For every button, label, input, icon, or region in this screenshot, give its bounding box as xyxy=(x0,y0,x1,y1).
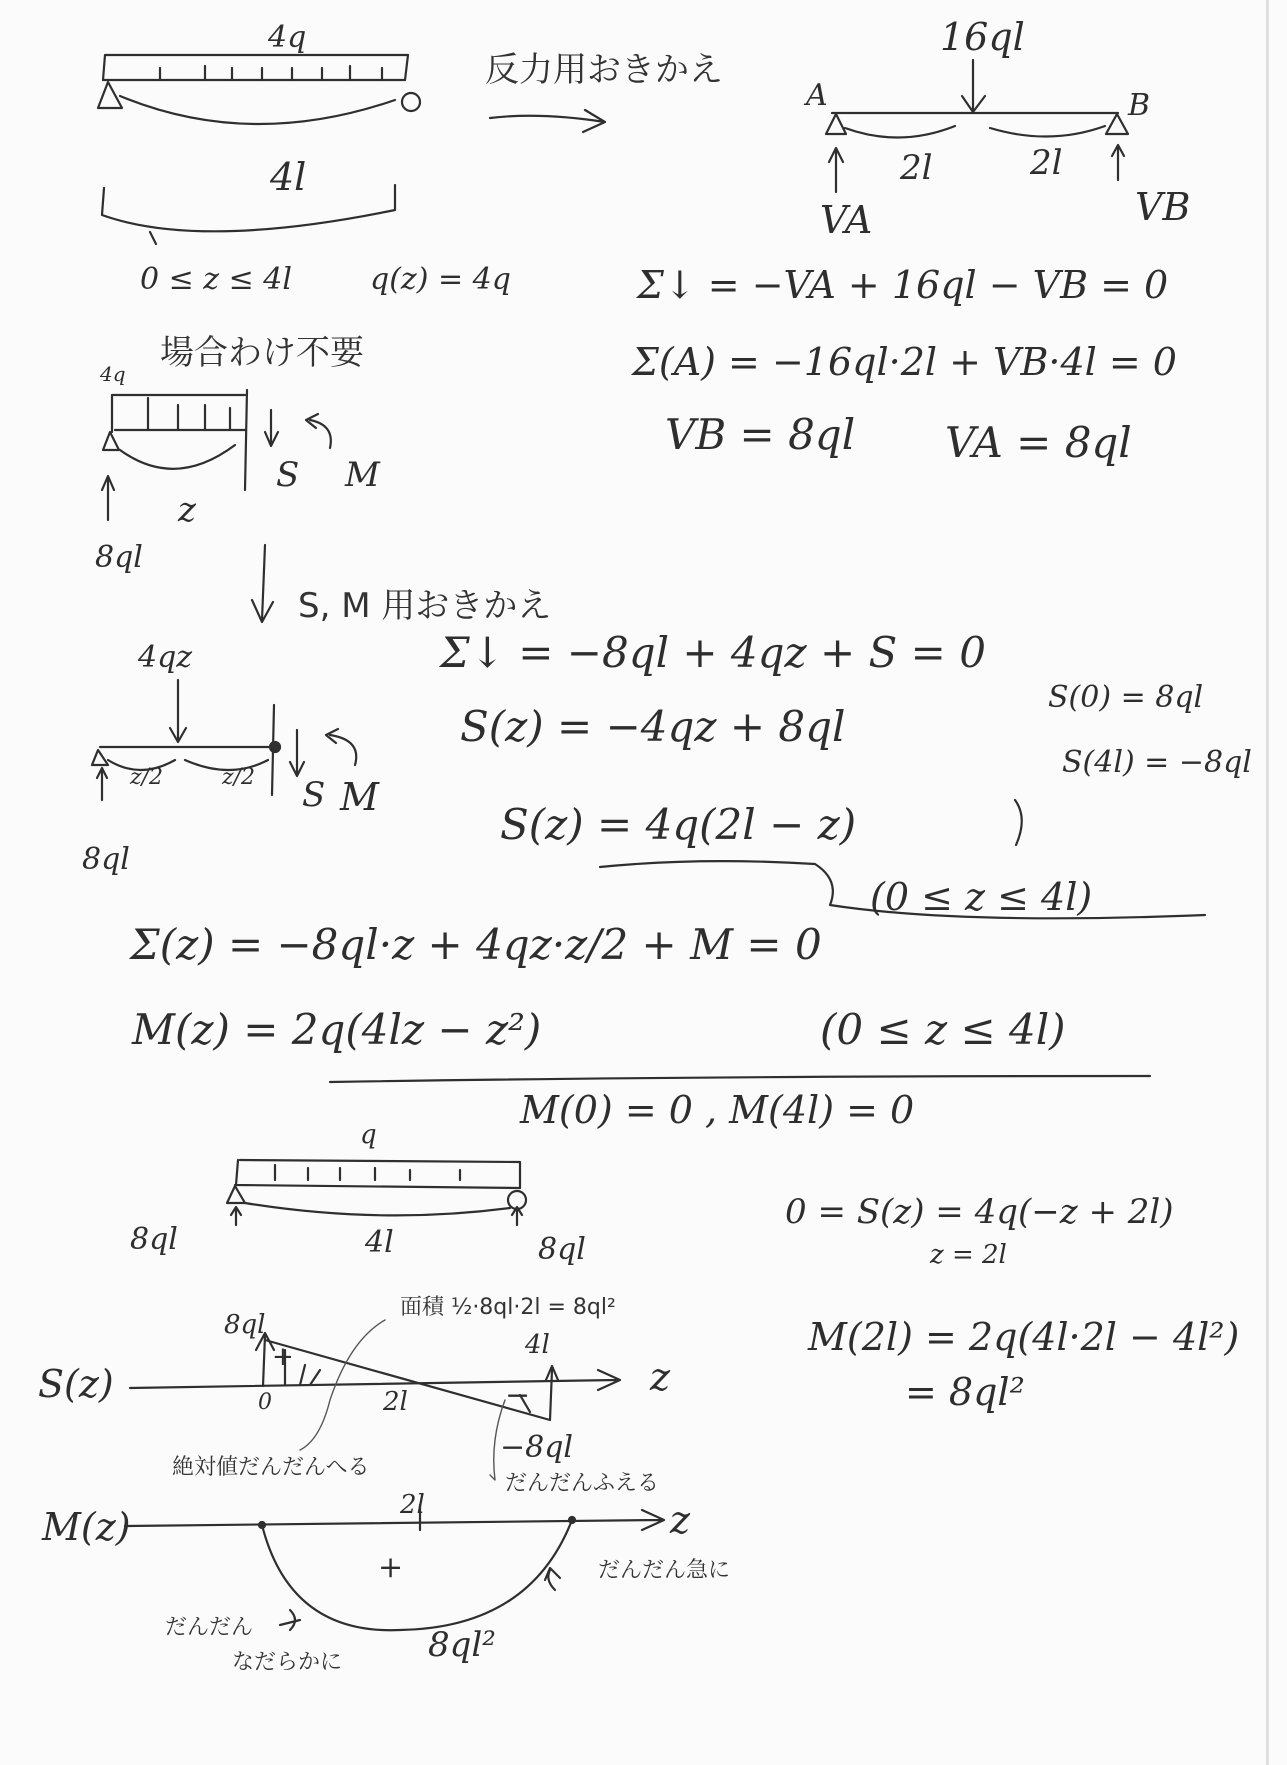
mdiag-note-left1: だんだん xyxy=(165,1615,254,1640)
max-eq: M(2l) = 2q(4l·2l − 4l²) xyxy=(808,1315,1240,1359)
vb-value: VB = 8ql xyxy=(665,410,856,459)
sdiag-note-left: 絶対値だんだんへる xyxy=(172,1455,370,1480)
shear-result: S(z) = 4q(2l − z) xyxy=(500,800,857,849)
mdiag-peak: 8ql² xyxy=(428,1625,496,1665)
moment-mz: M(z) = 2q(4lz − z²) xyxy=(132,1005,542,1054)
down-arrow xyxy=(252,545,273,622)
beam-3 xyxy=(227,1160,526,1225)
seg2: 2l xyxy=(1030,143,1063,183)
sdiag-minus: − xyxy=(505,1378,531,1413)
top-load: 4q xyxy=(268,20,307,55)
cut1-m: M xyxy=(345,455,380,495)
beam3-load: q xyxy=(360,1120,377,1150)
cut2-half1: z/2 xyxy=(130,765,163,790)
va-value: VA = 8ql xyxy=(945,418,1132,467)
eq-sum-moments: Σ(A) = −16ql·2l + VB·4l = 0 xyxy=(632,340,1177,384)
zero-eq: 0 = S(z) = 4q(−z + 2l) xyxy=(785,1192,1174,1232)
cut1-s: S xyxy=(276,455,300,495)
sdiag-area: 面積 ½·8ql·2l = 8ql² xyxy=(400,1295,616,1320)
mdiag-label: M(z) xyxy=(42,1505,131,1549)
label-b: B xyxy=(1128,88,1151,123)
beam-ab-load: 16ql xyxy=(940,15,1025,59)
cut2-s: S xyxy=(302,775,326,815)
transform-arrow xyxy=(490,110,605,132)
moment-ends: M(0) = 0 , M(4l) = 0 xyxy=(520,1088,915,1132)
max-val: = 8ql² xyxy=(905,1370,1025,1414)
no-cases-note: 場合わけ不要 xyxy=(160,333,364,373)
cut1-reaction: 8ql xyxy=(95,540,143,575)
moment-sum: Σ(z) = −8ql·z + 4qz·z/2 + M = 0 xyxy=(130,920,822,969)
sdiag-label: S(z) xyxy=(38,1362,114,1406)
shear-sz: S(z) = −4qz + 8ql xyxy=(460,702,846,751)
beam3-span: 4l xyxy=(365,1225,394,1260)
vb-label: VB xyxy=(1135,185,1191,229)
mdiag-mid: 2l xyxy=(400,1490,425,1520)
zero-z: z = 2l xyxy=(930,1240,1007,1270)
seg1: 2l xyxy=(900,148,933,188)
underline-m xyxy=(330,1076,1150,1082)
cut2-load: 4qz xyxy=(138,640,193,675)
shear-range: (0 ≤ z ≤ 4l) xyxy=(870,875,1093,919)
label-a: A xyxy=(806,78,828,113)
shear-s0: S(0) = 8ql xyxy=(1048,680,1204,715)
transform-note: 反力用おきかえ xyxy=(485,50,723,90)
mdiag-plus: + xyxy=(378,1550,404,1585)
shear-s4l: S(4l) = −8ql xyxy=(1062,745,1252,780)
sdiag-mid: 2l xyxy=(383,1387,408,1417)
mdiag-axis: z xyxy=(670,1498,691,1542)
z-range: 0 ≤ z ≤ 4l xyxy=(140,262,292,297)
beam3-right: 8ql xyxy=(538,1232,586,1267)
sdiag-axis: z xyxy=(650,1355,671,1399)
sdiag-top: 8ql xyxy=(224,1310,266,1340)
q-of-z: q(z) = 4q xyxy=(370,262,511,297)
eq-sum-forces: Σ↓ = −VA + 16ql − VB = 0 xyxy=(637,263,1169,307)
close-paren xyxy=(1015,800,1022,845)
moment-range: (0 ≤ z ≤ 4l) xyxy=(820,1005,1066,1054)
transform2-note: S, M 用おきかえ xyxy=(298,586,552,626)
cut1-z: z xyxy=(178,490,196,530)
mdiag-note-right: だんだん急に xyxy=(598,1558,731,1583)
sdiag-note-right: だんだんふえる xyxy=(505,1471,660,1496)
top-left-beam xyxy=(98,55,420,244)
shear-sum: Σ↓ = −8ql + 4qz + S = 0 xyxy=(440,628,986,677)
sdiag-zero: 0 xyxy=(258,1390,272,1415)
va-label: VA xyxy=(820,198,873,242)
sdiag-end: 4l xyxy=(525,1330,550,1360)
cut1-load: 4q xyxy=(100,362,126,386)
mdiag-note-left2: なだらかに xyxy=(232,1650,343,1675)
cut2-half2: z/2 xyxy=(222,765,255,790)
cut2-m: M xyxy=(340,775,379,819)
sdiag-bottom: −8ql xyxy=(500,1430,574,1465)
beam-ab xyxy=(826,60,1128,192)
cut2-reaction: 8ql xyxy=(82,842,130,877)
beam3-left: 8ql xyxy=(130,1222,178,1257)
sdiag-plus: + xyxy=(272,1342,294,1372)
top-span: 4l xyxy=(270,155,307,199)
